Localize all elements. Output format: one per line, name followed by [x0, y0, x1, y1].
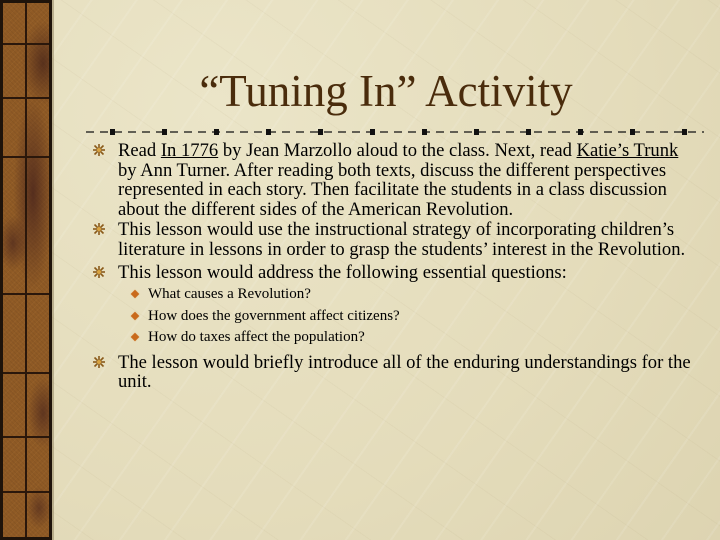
sub-bullet-item	[92, 327, 697, 349]
book-title-in-1776: In 1776	[160, 140, 219, 161]
decorative-side-strip	[0, 0, 52, 540]
bullet-text: The lesson would briefly introduce all of the enduring understandings for the unit.	[118, 351, 691, 393]
bullet-item	[92, 353, 697, 392]
bullet-text: This lesson would address the following essential questions:	[118, 261, 567, 283]
slide-body	[92, 141, 697, 392]
sub-bullet-item	[92, 306, 697, 328]
diamond-icon	[131, 290, 139, 298]
question-text: How does the government affect citizens?	[148, 307, 400, 324]
strip-vertical-line	[25, 3, 27, 537]
strip-grid-line	[3, 156, 49, 158]
bullet-item	[92, 220, 697, 259]
bullet-text: This lesson would use the instructional strategy of incorporating children’s literature in lessons in order to grasp the students’ interest in the Revolution.	[118, 219, 686, 260]
strip-grid-line	[3, 97, 49, 99]
diamond-icon	[131, 311, 139, 319]
asterisk-star-icon	[92, 265, 106, 279]
strip-grid-line	[3, 293, 49, 295]
strip-grid-line	[3, 436, 49, 438]
diamond-icon	[131, 333, 139, 341]
asterisk-star-icon	[92, 355, 106, 369]
bullet-text: by Ann Turner. After reading both texts, discuss the different perspectives represented in each story. Then facilitate the students in a class discussion about the different sides of the American Revolution.	[118, 159, 667, 220]
slide-title: “Tuning In” Activity	[199, 66, 573, 116]
question-text: What causes a Revolution?	[148, 286, 311, 303]
title-separator	[86, 128, 704, 136]
sub-bullet-item	[92, 284, 697, 306]
bullet-item	[92, 263, 697, 283]
bullet-item	[92, 141, 697, 219]
question-text: How do taxes affect the population?	[148, 329, 365, 346]
asterisk-star-icon	[92, 222, 106, 236]
strip-grid-line	[3, 372, 49, 374]
essential-questions-list	[92, 284, 697, 349]
asterisk-star-icon	[92, 143, 106, 157]
bullet-text: by Jean Marzollo aloud to the class. Next, read	[218, 140, 577, 161]
strip-grid-line	[3, 491, 49, 493]
strip-grid-line	[3, 43, 49, 45]
book-title-katies-trunk: Katie’s Trunk	[576, 140, 679, 161]
bullet-text: Read	[118, 140, 161, 161]
